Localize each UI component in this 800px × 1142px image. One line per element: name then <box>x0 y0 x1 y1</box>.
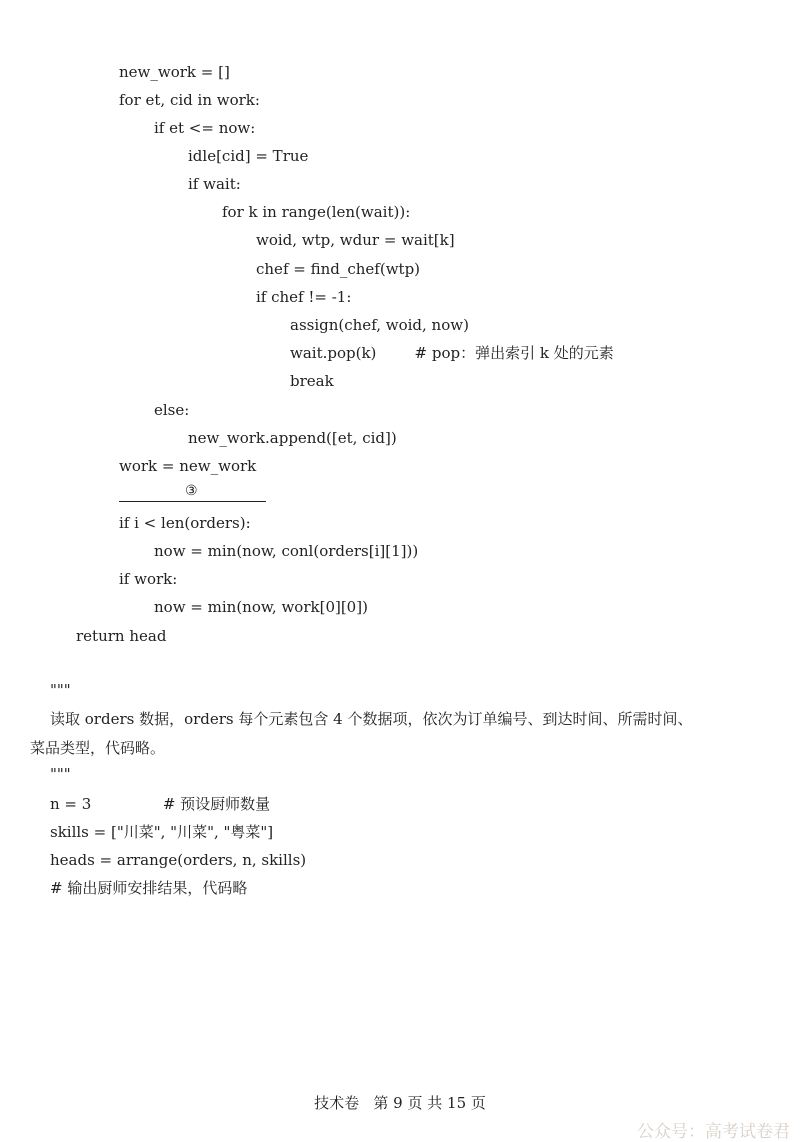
code-line: # 输出厨师安排结果，代码略 <box>50 879 248 897</box>
code-line: return head <box>76 627 167 645</box>
code-line: skills = ["川菜", "川菜", "粤菜"] <box>50 823 274 841</box>
code-line: new_work.append([et, cid]) <box>188 429 397 447</box>
watermark: 公众号：高考试卷君 <box>637 1122 790 1142</box>
code-line: new_work = [] <box>119 63 230 81</box>
code-line: work = new_work <box>119 457 257 475</box>
code-line: n = 3 # 预设厨师数量 <box>50 795 271 813</box>
code-line: for et, cid in work: <box>119 91 260 109</box>
code-line: idle[cid] = True <box>188 147 309 165</box>
code-line: if work: <box>119 570 178 588</box>
code-line: """ <box>50 681 71 699</box>
code-line: if wait: <box>188 175 241 193</box>
code-line: chef = find_chef(wtp) <box>256 260 421 278</box>
code-line: woid, wtp, wdur = wait[k] <box>256 231 455 249</box>
code-line: if et <= now: <box>154 119 256 137</box>
fill-in-blank-3 <box>119 481 266 502</box>
blank-number: ③ <box>185 483 198 499</box>
code-line: if chef != -1: <box>256 288 352 306</box>
code-line: now = min(now, conl(orders[i][1])) <box>154 542 419 560</box>
code-line: if i < len(orders): <box>119 514 251 532</box>
code-line: else: <box>154 401 190 419</box>
code-line: wait.pop(k) # pop：弹出索引 k 处的元素 <box>290 344 614 362</box>
code-line: for k in range(len(wait)): <box>222 203 411 221</box>
code-line: now = min(now, work[0][0]) <box>154 598 368 616</box>
code-line: 读取 orders 数据，orders 每个元素包含 4 个数据项，依次为订单编号、到达时间、所需时间、 <box>50 710 693 728</box>
code-line: heads = arrange(orders, n, skills) <box>50 851 307 869</box>
code-line: """ <box>50 765 71 783</box>
code-line: 菜品类型，代码略。 <box>30 739 166 757</box>
page-footer: 技术卷 第 9 页 共 15 页 <box>314 1094 486 1112</box>
code-line: break <box>290 372 334 390</box>
code-line: assign(chef, woid, now) <box>290 316 469 334</box>
